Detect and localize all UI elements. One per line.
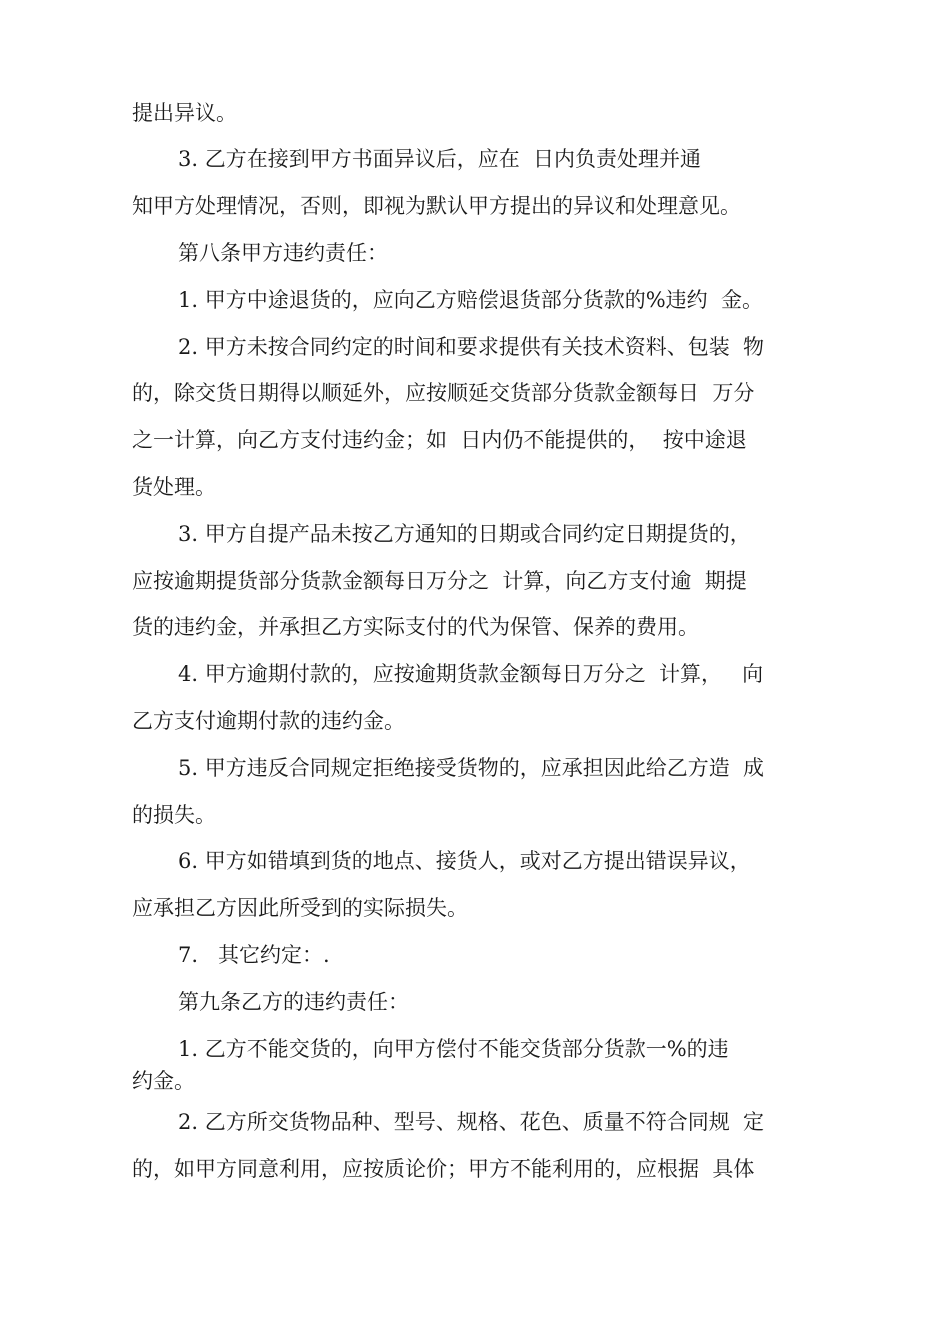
text-line: 货处理。 — [132, 475, 216, 499]
text-line: 知甲方处理情况，否则，即视为默认甲方提出的异议和处理意见。 — [132, 194, 741, 218]
text-line: 提出异议。 — [132, 101, 237, 125]
text-line: 4. 甲方逾期付款的，应按逾期货款金额每日万分之 计算， 向 — [178, 662, 764, 686]
text-line: 的，如甲方同意利用，应按质论价；甲方不能利用的，应根据 具体 — [132, 1157, 755, 1181]
text-line: 第八条甲方违约责任： — [178, 241, 388, 265]
text-line: 第九条乙方的违约责任： — [178, 990, 409, 1014]
text-line: 之一计算，向乙方支付违约金；如 日内仍不能提供的， 按中途退 — [132, 428, 747, 452]
text-line: 3. 乙方在接到甲方书面异议后，应在 日内负责处理并通 — [178, 147, 702, 171]
text-line: 2. 乙方所交货物品种、型号、规格、花色、质量不符合同规 定 — [178, 1110, 765, 1134]
text-line: 3. 甲方自提产品未按乙方通知的日期或合同约定日期提货的， — [178, 522, 751, 546]
text-line: 货的违约金，并承担乙方实际支付的代为保管、保养的费用。 — [132, 615, 699, 639]
text-line: 6. 甲方如错填到货的地点、接货人，或对乙方提出错误异议， — [178, 849, 751, 873]
text-line: 2. 甲方未按合同约定的时间和要求提供有关技术资料、包装 物 — [178, 335, 765, 359]
text-line: 的，除交货日期得以顺延外，应按顺延交货部分货款金额每日 万分 — [132, 381, 755, 405]
text-line: 5. 甲方违反合同规定拒绝接受货物的，应承担因此给乙方造 成 — [178, 756, 765, 780]
text-line: 1. 甲方中途退货的，应向乙方赔偿退货部分货款的%违约 金。 — [178, 288, 764, 312]
text-line: 乙方支付逾期付款的违约金。 — [132, 709, 405, 733]
text-line: 应按逾期提货部分货款金额每日万分之 计算，向乙方支付逾 期提 — [132, 569, 747, 593]
text-line: 的损失。 — [132, 803, 216, 827]
text-line: 7. 其它约定：. — [178, 943, 330, 967]
text-line: 应承担乙方因此所受到的实际损失。 — [132, 896, 468, 920]
text-line: 1. 乙方不能交货的，向甲方偿付不能交货部分货款一%的违 — [178, 1037, 729, 1061]
text-line: 约金。 — [132, 1069, 195, 1093]
